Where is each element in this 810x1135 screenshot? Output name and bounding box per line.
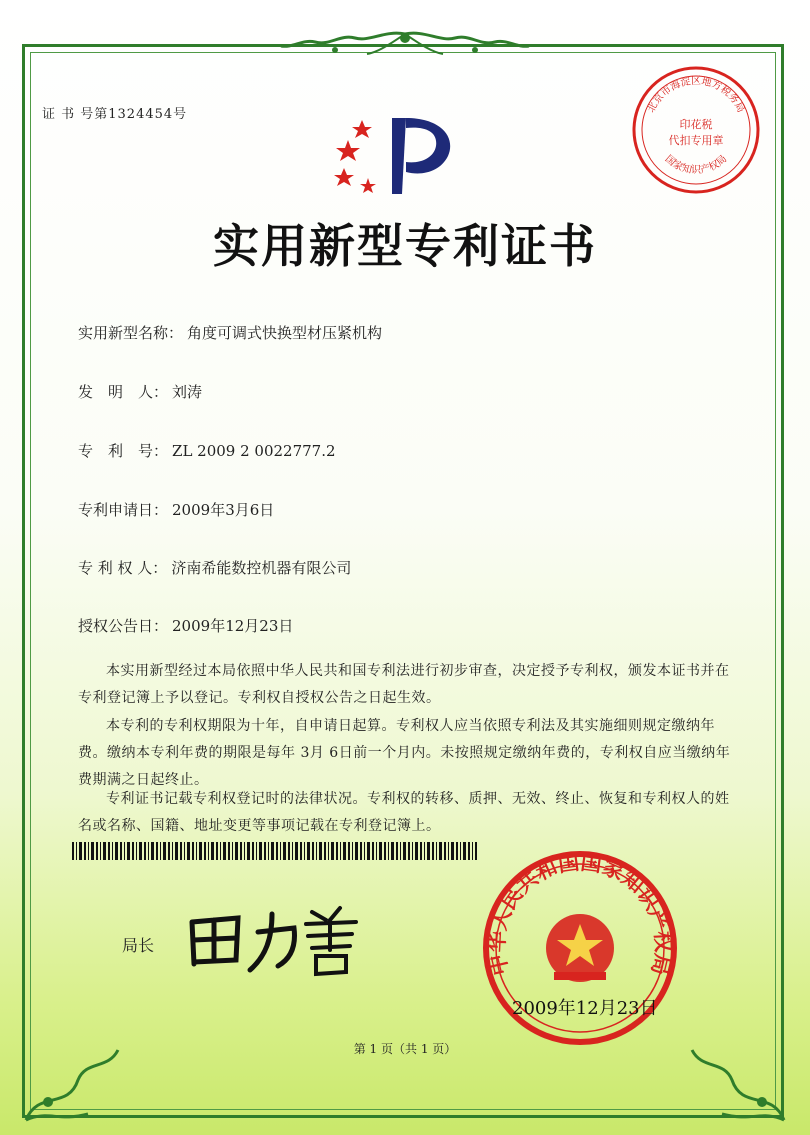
top-ornament: [275, 28, 535, 64]
patentee-label: 专 利 权 人：: [78, 559, 168, 577]
grant-date-value: 2009年12月23日: [172, 617, 294, 635]
certificate-title: 实用新型专利证书: [213, 219, 597, 273]
page-footer: 第 1 页（共 1 页）: [353, 1042, 457, 1056]
tax-seal-inner1: 印花税: [679, 118, 713, 131]
body-paragraph-2: 本专利的专利权期限为十年，自申请日起算。专利权人应当依照专利法及其实施细则规定缴纳年费。缴纳本专利年费的期限是每年 3月 6日前一个月内。未按照规定缴纳年费的，专利权自应当缴纳年费期满之日起终止。: [78, 718, 731, 788]
body-paragraph-1: 本实用新型经过本局依照中华人民共和国专利法进行初步审查，决定授予专利权，颁发本证书并在专利登记簿上予以登记。专利权自授权公告之日起生效。: [78, 663, 730, 706]
tax-seal-ring-text: 北京市海淀区地方税务局: [645, 76, 747, 115]
filing-date-row: [78, 499, 274, 520]
grant-date-row: [78, 615, 293, 636]
grant-date-label: 授权公告日：: [78, 617, 169, 635]
utility-name-value: 角度可调式快换型材压紧机构: [187, 324, 383, 342]
utility-name-label: 实用新型名称：: [78, 324, 184, 342]
certificate-number: 证 书 号第1324454号: [42, 107, 188, 122]
patentee-row: [78, 557, 351, 578]
main-seal-ring-text: 中华人民共和国国家知识产权局: [483, 849, 677, 978]
barcode: [72, 842, 477, 860]
inventor-row: [78, 381, 202, 402]
patent-number-value: ZL 2009 2 0022777.2: [172, 442, 336, 460]
patent-number-label: 专 利 号：: [78, 442, 169, 460]
seal-date: 2009年12月23日: [512, 998, 658, 1019]
inventor-value: 刘涛: [172, 383, 203, 401]
tax-seal-inner2: 代扣专用章: [668, 134, 724, 147]
utility-name-row: [78, 322, 382, 343]
tax-seal: [630, 64, 762, 196]
inventor-label: 发 明 人：: [78, 383, 169, 401]
body-paragraph-3: 专利证书记载专利权登记时的法律状况。专利权的转移、质押、无效、终止、恢复和专利权人的姓名或名称、国籍、地址变更等事项记载在专利登记簿上。: [78, 791, 730, 834]
director-label: 局长: [122, 936, 155, 955]
sipo-logo: [330, 110, 470, 202]
filing-date-value: 2009年3月6日: [172, 501, 275, 519]
director-signature: [180, 898, 380, 978]
svg-text:国家知识产权局: [663, 153, 730, 176]
patent-number-row: [78, 440, 336, 461]
tax-seal-bottom-text: 国家知识产权局: [662, 153, 730, 177]
patentee-value: 济南希能数控机器有限公司: [171, 559, 352, 577]
filing-date-label: 专利申请日：: [78, 501, 169, 519]
